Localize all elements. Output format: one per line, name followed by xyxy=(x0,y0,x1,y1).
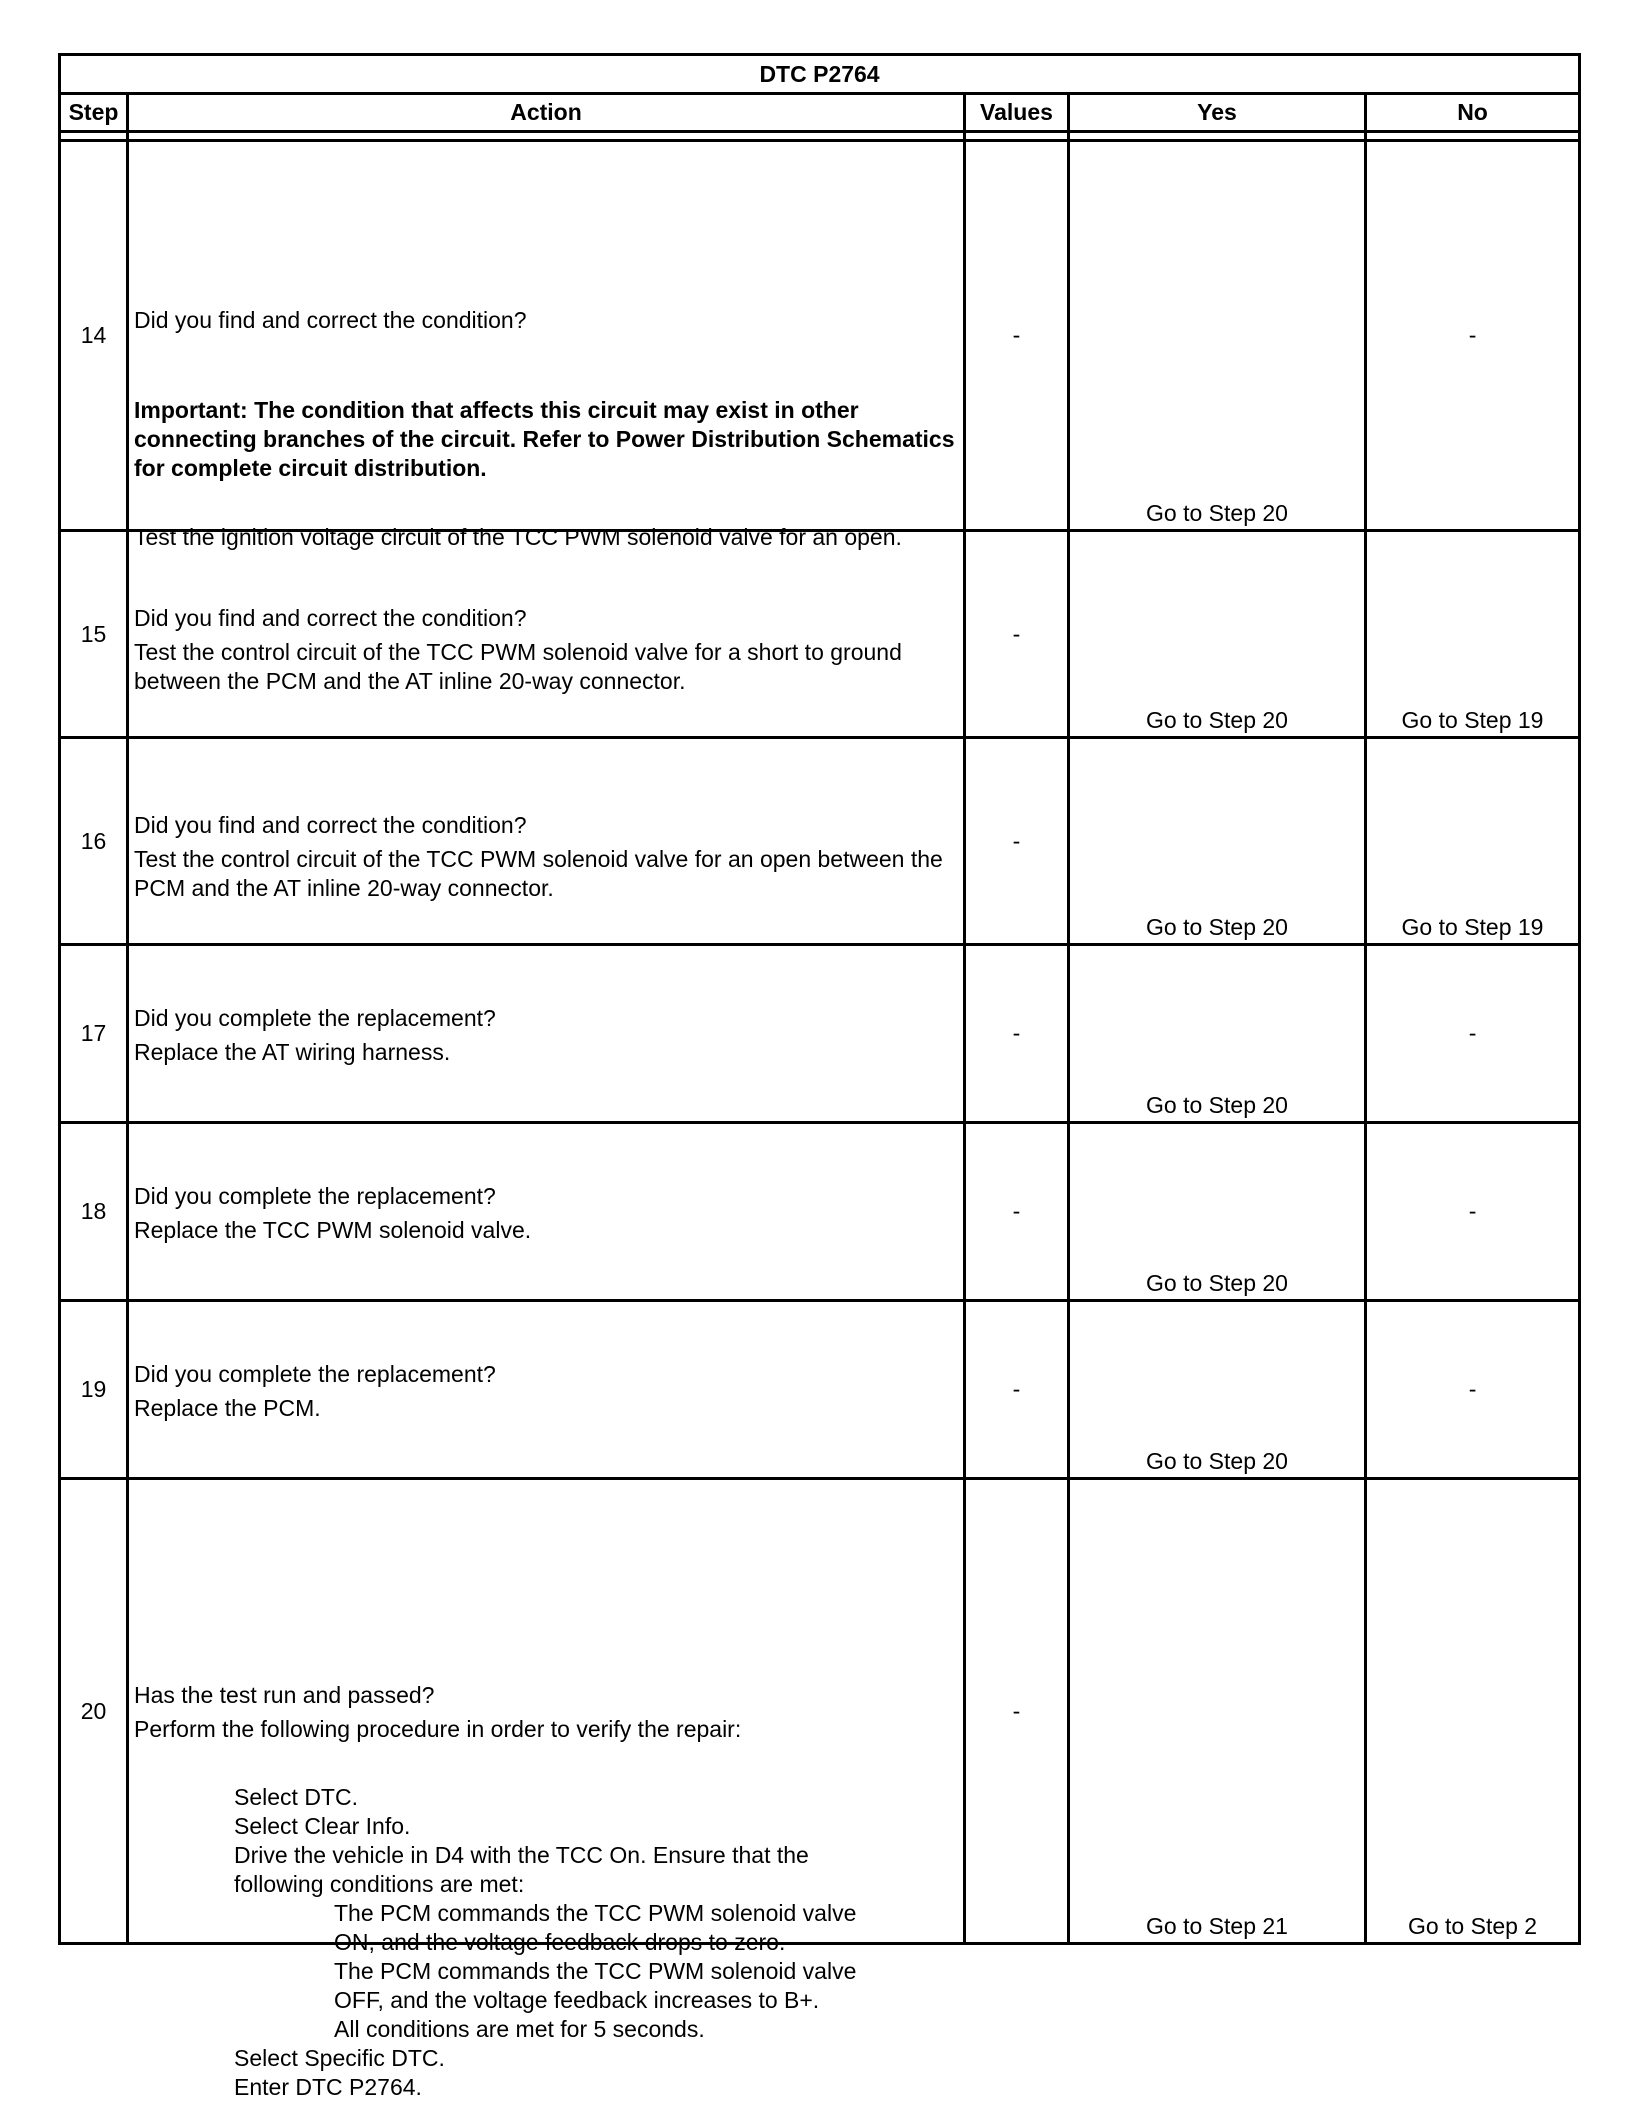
yes-cell xyxy=(1069,1479,1366,1944)
step-number: 16 xyxy=(60,738,128,945)
no-goto: Go to Step 19 xyxy=(1401,914,1544,940)
step-number: 19 xyxy=(60,1301,128,1479)
no-cell: - xyxy=(1366,1301,1580,1479)
table-row xyxy=(60,141,1580,531)
action-text: Test the ignition voltage circuit of the TCC PWM solenoid valve for an open. xyxy=(134,523,902,550)
no-cell: - xyxy=(1366,1123,1580,1301)
no-goto: Go to Step 2 xyxy=(1407,1913,1538,1939)
yes-goto: Go to Step 20 xyxy=(1146,1092,1288,1118)
action-cell xyxy=(128,1479,965,2100)
procedure-step: Select Clear Info. xyxy=(234,1813,411,1839)
table-title: DTC P2764 xyxy=(60,55,1580,94)
action-cell xyxy=(128,531,965,738)
step-number: 15 xyxy=(60,531,128,738)
header-yes: Yes xyxy=(1069,94,1366,132)
no-cell: - xyxy=(1366,141,1580,531)
no-goto: Go to Step 19 xyxy=(1401,707,1544,733)
yes-cell xyxy=(1069,1123,1366,1301)
dtc-table xyxy=(58,53,1581,2100)
important-note: Important: The condition that affects this circuit may exist in other connecting branches of the circuit. Refer to Power Distribution Schematics for complete circuit distribution. xyxy=(134,396,955,481)
header-values: Values xyxy=(965,94,1069,132)
action-question: Did you find and correct the condition? xyxy=(134,605,527,631)
table-row xyxy=(60,945,1580,1123)
procedure-condition: OFF, and the voltage feedback increases to B+. xyxy=(334,1987,820,2013)
procedure-step: Enter DTC P2764. xyxy=(234,2074,422,2100)
yes-cell xyxy=(1069,945,1366,1123)
procedure-condition: All conditions are met for 5 seconds. xyxy=(334,2016,705,2042)
action-text: Test the control circuit of the TCC PWM solenoid valve for a short to ground between the PCM and the AT inline 20-way connector. xyxy=(134,639,902,694)
action-cell xyxy=(128,1301,965,1479)
action-question: Did you find and correct the condition? xyxy=(134,812,527,838)
step-number: 17 xyxy=(60,945,128,1123)
procedure-step: following conditions are met: xyxy=(234,1871,525,1897)
no-cell xyxy=(1366,1479,1580,1944)
values-cell: - xyxy=(965,531,1069,738)
action-cell xyxy=(128,1123,965,1301)
procedure-condition: The PCM commands the TCC PWM solenoid valve xyxy=(334,1900,857,1926)
procedure-condition: The PCM commands the TCC PWM solenoid valve xyxy=(334,1958,857,1984)
values-cell: - xyxy=(965,1479,1069,1944)
step-number: 18 xyxy=(60,1123,128,1301)
yes-goto: Go to Step 20 xyxy=(1146,914,1288,940)
procedure-step: Drive the vehicle in D4 with the TCC On. Ensure that the xyxy=(234,1842,809,1868)
yes-cell xyxy=(1069,1301,1366,1479)
values-cell: - xyxy=(965,738,1069,945)
yes-goto: Go to Step 20 xyxy=(1146,707,1288,733)
action-question: Has the test run and passed? xyxy=(134,1682,435,1708)
action-text: Replace the PCM. xyxy=(134,1394,321,1421)
step-number: 14 xyxy=(60,141,128,531)
table-row xyxy=(60,1301,1580,1479)
header-step: Step xyxy=(60,94,128,132)
table-row xyxy=(60,531,1580,738)
action-text: Replace the AT wiring harness. xyxy=(134,1038,451,1065)
table-row xyxy=(60,1479,1580,1944)
header-row xyxy=(60,94,1580,132)
action-text: Replace the TCC PWM solenoid valve. xyxy=(134,1216,532,1243)
values-cell: - xyxy=(965,1301,1069,1479)
action-cell xyxy=(128,141,965,550)
header-no: No xyxy=(1366,94,1580,132)
yes-cell xyxy=(1069,141,1366,531)
procedure-step: Select DTC. xyxy=(234,1784,358,1810)
values-cell: - xyxy=(965,141,1069,531)
yes-goto: Go to Step 21 xyxy=(1146,1913,1288,1939)
action-cell xyxy=(128,738,965,945)
table-row xyxy=(60,1123,1580,1301)
yes-cell xyxy=(1069,738,1366,945)
no-cell xyxy=(1366,531,1580,738)
yes-goto: Go to Step 20 xyxy=(1146,1448,1288,1474)
procedure-condition: ON, and the voltage feedback drops to zero. xyxy=(334,1929,786,1955)
header-action: Action xyxy=(128,94,965,132)
procedure-intro: Perform the following procedure in order to verify the repair: xyxy=(134,1716,742,1742)
step-number: 20 xyxy=(60,1479,128,1944)
no-cell xyxy=(1366,738,1580,945)
action-question: Did you complete the replacement? xyxy=(134,1004,496,1031)
values-cell: - xyxy=(965,945,1069,1123)
action-question: Did you complete the replacement? xyxy=(134,1360,496,1387)
yes-goto: Go to Step 20 xyxy=(1146,500,1288,526)
title-row xyxy=(60,55,1580,94)
action-cell xyxy=(128,945,965,1123)
procedure-step: Select Specific DTC. xyxy=(234,2045,445,2071)
table-row xyxy=(60,738,1580,945)
yes-cell xyxy=(1069,531,1366,738)
yes-goto: Go to Step 20 xyxy=(1146,1270,1288,1296)
spacer-row xyxy=(60,132,1580,141)
values-cell: - xyxy=(965,1123,1069,1301)
action-text: Test the control circuit of the TCC PWM solenoid valve for an open between the PCM and the AT inline 20-way connector. xyxy=(134,846,943,901)
no-cell: - xyxy=(1366,945,1580,1123)
action-question: Did you find and correct the condition? xyxy=(134,306,527,333)
action-question: Did you complete the replacement? xyxy=(134,1182,496,1209)
